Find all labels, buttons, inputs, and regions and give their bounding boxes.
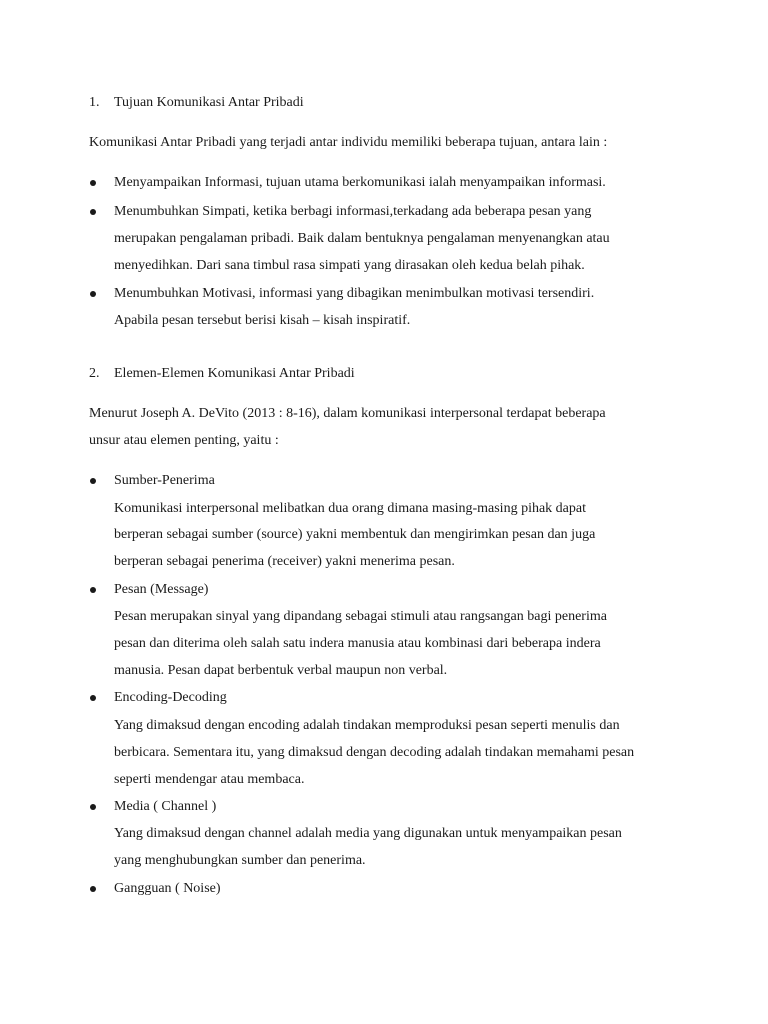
element-3-line-2: berbicara. Sementara itu, yang dimaksud dengan decoding adalah tindakan memahami pesan bbox=[114, 745, 635, 760]
bullet-icon bbox=[90, 804, 96, 810]
element-3-line-3: seperti mendengar atau membaca. bbox=[114, 772, 305, 787]
section-1-bullet-2-line-3: menyedihkan. Dari sana timbul rasa simpati yang dirasakan oleh kedua belah pihak. bbox=[114, 258, 585, 273]
bullet-icon bbox=[90, 209, 96, 215]
element-1-line-1: Komunikasi interpersonal melibatkan dua orang dimana masing-masing pihak dapat bbox=[114, 501, 586, 516]
section-2-intro-line-2: unsur atau elemen penting, yaitu : bbox=[89, 433, 279, 448]
section-1-bullet-3-line-2: Apabila pesan tersebut berisi kisah – kisah inspiratif. bbox=[114, 313, 411, 328]
section-1-heading: Tujuan Komunikasi Antar Pribadi bbox=[114, 95, 304, 110]
bullet-icon bbox=[90, 291, 96, 297]
section-1-bullet-2-line-1: Menumbuhkan Simpati, ketika berbagi informasi,terkadang ada beberapa pesan yang bbox=[114, 204, 592, 219]
bullet-icon bbox=[90, 587, 96, 593]
section-2-heading: Elemen-Elemen Komunikasi Antar Pribadi bbox=[114, 366, 355, 381]
section-2-number: 2. bbox=[89, 366, 100, 381]
section-1-bullet-2-line-2: merupakan pengalaman pribadi. Baik dalam bentuknya pengalaman menyenangkan atau bbox=[114, 231, 610, 246]
element-4-line-1: Yang dimaksud dengan channel adalah media yang digunakan untuk menyampaikan pesan bbox=[114, 826, 622, 841]
bullet-icon bbox=[90, 180, 96, 186]
element-5-title: Gangguan ( Noise) bbox=[114, 881, 221, 896]
element-1-line-3: berperan sebagai penerima (receiver) yakni menerima pesan. bbox=[114, 554, 455, 569]
element-4-title: Media ( Channel ) bbox=[114, 799, 217, 814]
section-1-bullet-3-line-1: Menumbuhkan Motivasi, informasi yang dibagikan menimbulkan motivasi tersendiri. bbox=[114, 286, 595, 301]
section-1-number: 1. bbox=[89, 95, 100, 110]
element-1-line-2: berperan sebagai sumber (source) yakni membentuk dan mengirimkan pesan dan juga bbox=[114, 527, 596, 542]
element-2-title: Pesan (Message) bbox=[114, 582, 209, 597]
section-2-intro-line-1: Menurut Joseph A. DeVito (2013 : 8-16), dalam komunikasi interpersonal terdapat beberapa bbox=[89, 406, 606, 421]
section-1-intro: Komunikasi Antar Pribadi yang terjadi antar individu memiliki beberapa tujuan, antara lain : bbox=[89, 135, 608, 150]
element-4-line-2: yang menghubungkan sumber dan penerima. bbox=[114, 853, 366, 868]
element-2-line-1: Pesan merupakan sinyal yang dipandang sebagai stimuli atau rangsangan bagi penerima bbox=[114, 609, 607, 624]
element-1-title: Sumber-Penerima bbox=[114, 473, 215, 488]
bullet-icon bbox=[90, 886, 96, 892]
element-3-line-1: Yang dimaksud dengan encoding adalah tindakan memproduksi pesan seperti menulis dan bbox=[114, 718, 620, 733]
element-2-line-3: manusia. Pesan dapat berbentuk verbal maupun non verbal. bbox=[114, 663, 448, 678]
bullet-icon bbox=[90, 695, 96, 701]
element-2-line-2: pesan dan diterima oleh salah satu indera manusia atau kombinasi dari beberapa indera bbox=[114, 636, 601, 651]
element-3-title: Encoding-Decoding bbox=[114, 690, 227, 705]
bullet-icon bbox=[90, 478, 96, 484]
section-1-bullet-1-line-1: Menyampaikan Informasi, tujuan utama berkomunikasi ialah menyampaikan informasi. bbox=[114, 175, 606, 190]
